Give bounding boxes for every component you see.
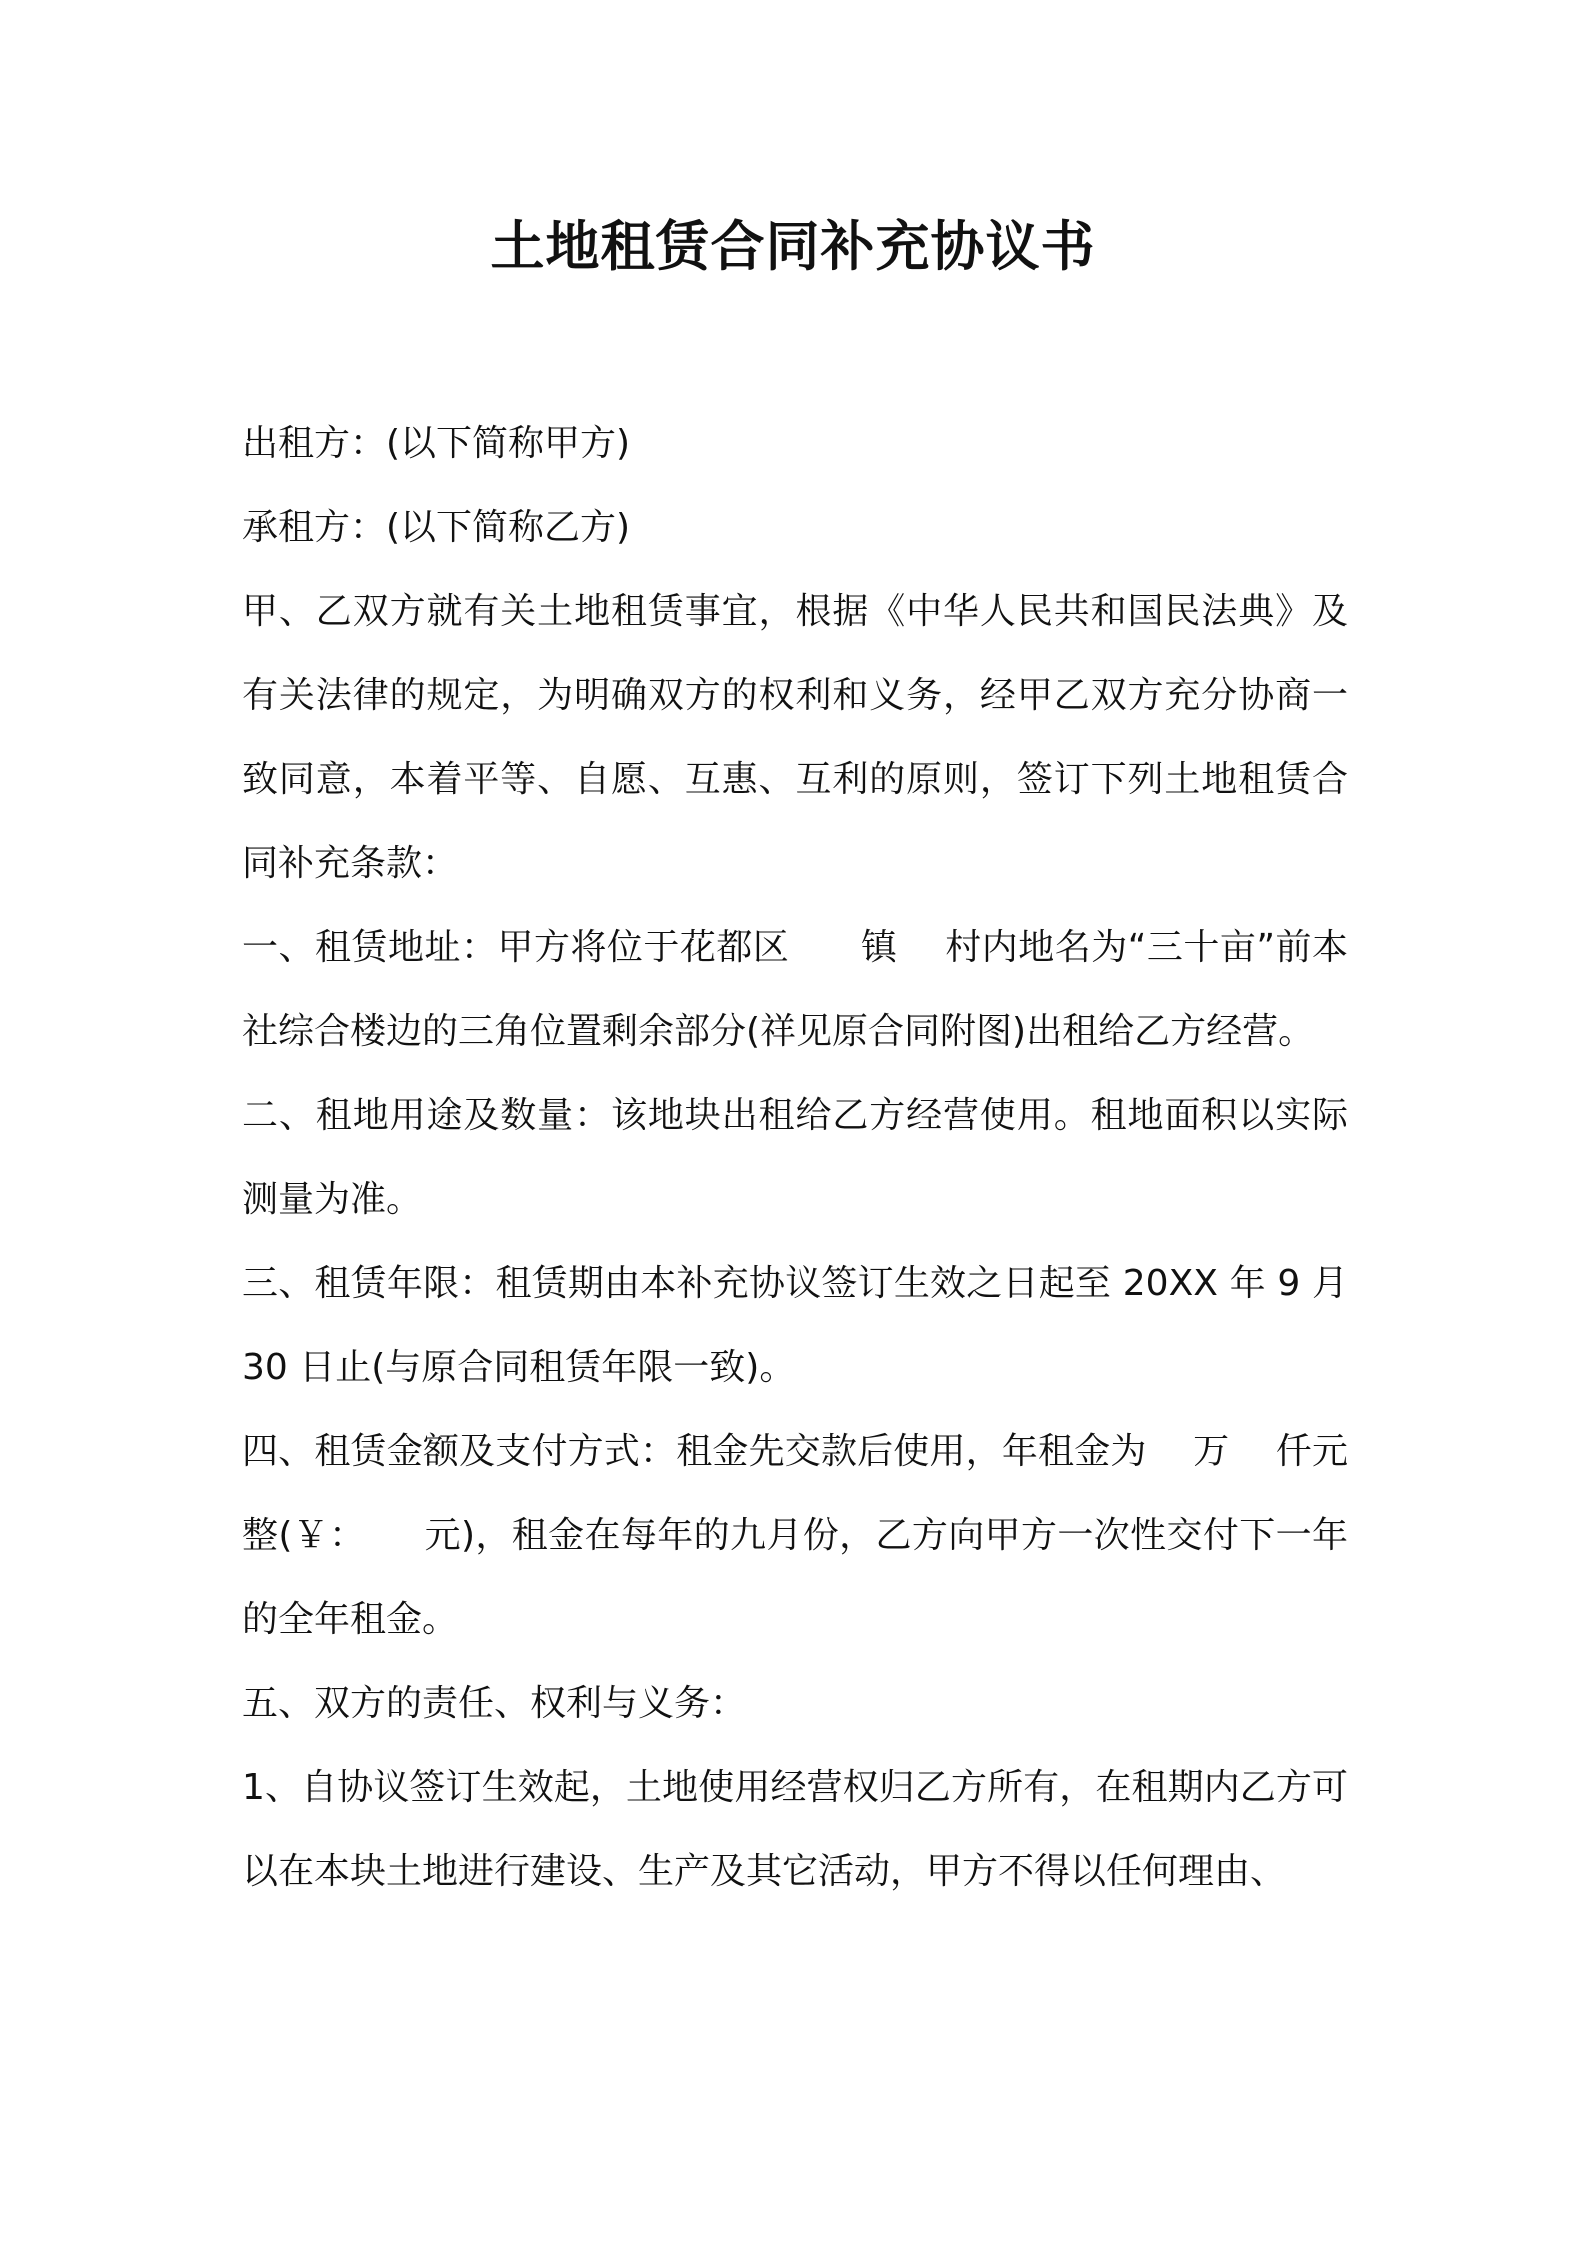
clause-5-heading: 五、双方的责任、权利与义务：: [242, 1683, 747, 1724]
clause-4-rent-payment: 四、租赁金额及支付方式：租金先交款后使用，年租金为 万 仟元整(￥： 元)，租金在每年的九月份，乙方向甲方一次性交付下一年的全年租金。: [242, 1431, 1348, 1640]
clause-2-land-use: 二、租地用途及数量：该地块出租给乙方经营使用。租地面积以实际测量为准。: [242, 1095, 1348, 1220]
clause-3-lease-term: 三、租赁年限：租赁期由本补充协议签订生效之日起至 20XX 年 9 月 30 日止(与原合同租赁年限一致)。: [242, 1263, 1360, 1388]
lessee-line: 承租方：(以下简称乙方): [242, 507, 631, 548]
lessor-line: 出租方：(以下简称甲方): [242, 423, 631, 464]
clause-1-lease-address: 一、租赁地址：甲方将位于花都区 镇 村内地名为“三十亩”前本社综合楼边的三角位置剩余部分(祥见原合同附图)出租给乙方经营。: [242, 927, 1348, 1052]
document-title: 土地租赁合同补充协议书: [490, 215, 1096, 278]
preamble-paragraph: 甲、乙双方就有关土地租赁事宜，根据《中华人民共和国民法典》及有关法律的规定，为明确双方的权利和义务，经甲乙双方充分协商一致同意，本着平等、自愿、互惠、互利的原则，签订下列土地租赁合同补充条款：: [242, 591, 1348, 884]
document-body: [242, 402, 1360, 1914]
clause-5-item-1: 1、自协议签订生效起，土地使用经营权归乙方所有，在租期内乙方可以在本块土地进行建设、生产及其它活动，甲方不得以任何理由、: [242, 1767, 1348, 1892]
